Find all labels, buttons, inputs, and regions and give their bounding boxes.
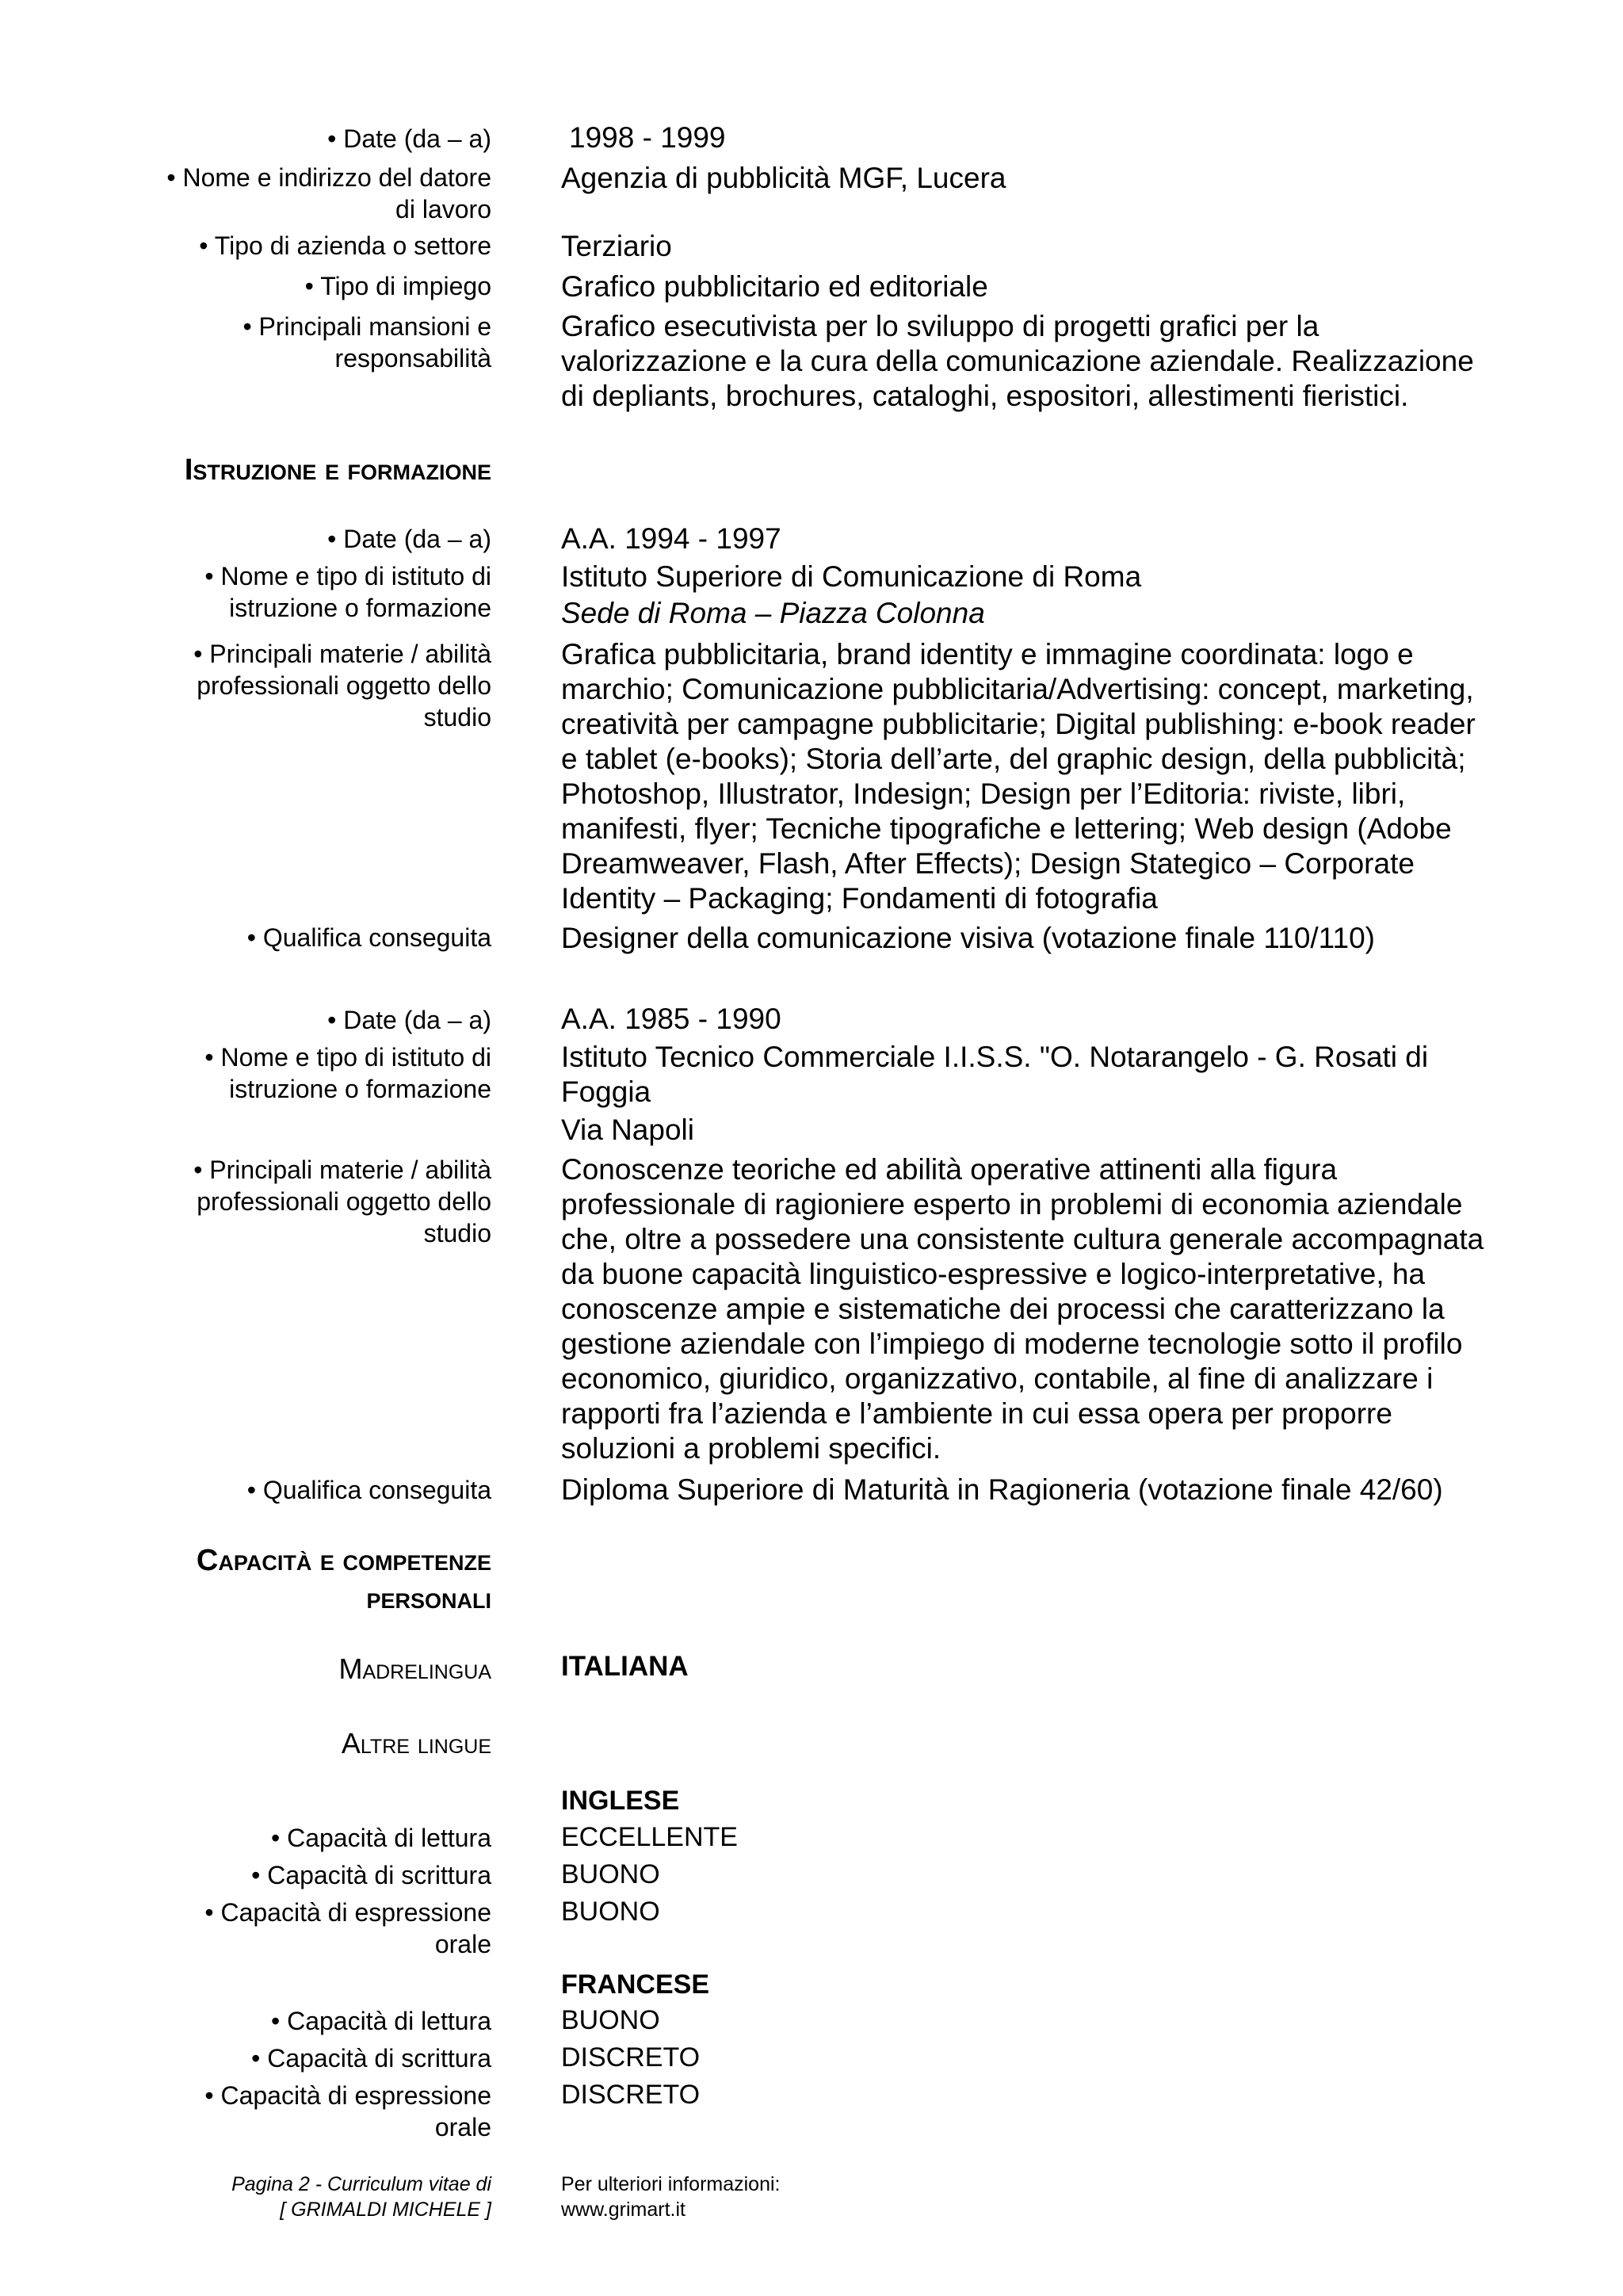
mother-tongue-label: Madrelingua <box>338 1652 491 1685</box>
lang2-writing-value: DISCRETO <box>561 2042 701 2073</box>
work-employer-label: • Nome e indirizzo del datore di lavoro <box>166 163 491 223</box>
lang2-speaking-label: • Capacità di espressione orale <box>204 2081 491 2141</box>
work-duties-label: • Principali mansioni e responsabilità <box>242 312 491 372</box>
edu2-qualification-value: Diploma Superiore di Maturità in Ragioneria (votazione finale 42/60) <box>561 1473 1443 1506</box>
edu2-institute-location: Via Napoli <box>561 1114 694 1146</box>
work-job-value: Grafico pubblicitario ed editoriale <box>561 270 988 303</box>
work-date-label: • Date (da – a) <box>327 124 491 153</box>
work-employer-value: Agenzia di pubblicità MGF, Lucera <box>561 162 1006 194</box>
edu2-date-value: A.A. 1985 - 1990 <box>561 1003 781 1035</box>
lang2-reading-value: BUONO <box>561 2005 660 2035</box>
lang2-name: FRANCESE <box>561 1969 710 2000</box>
lang1-writing-value: BUONO <box>561 1859 660 1889</box>
lang2-speaking-value: DISCRETO <box>561 2080 701 2110</box>
work-duties-value: Grafico esecutivista per lo sviluppo di progetti grafici per la valorizzazione e la cura della comunicazione aziendale. Realizzazione di depliants, brochures, cataloghi, espositori, allestimenti fieristici. <box>561 310 1474 412</box>
edu1-subjects-label: • Principali materie / abilità professionali oggetto dello studio <box>193 640 491 732</box>
lang1-speaking-label: • Capacità di espressione orale <box>204 1898 491 1958</box>
edu1-qualification-label: • Qualifica conseguita <box>246 923 491 952</box>
work-sector-value: Terziario <box>561 230 672 262</box>
edu2-subjects-label: • Principali materie / abilità professionali oggetto dello studio <box>193 1156 491 1247</box>
lang2-reading-label: • Capacità di lettura <box>270 2007 491 2035</box>
lang1-writing-label: • Capacità di scrittura <box>251 1861 491 1889</box>
footer-contact-info: Per ulteriori informazioni: www.grimart.it <box>561 2173 781 2221</box>
other-languages-label: Altre lingue <box>341 1727 491 1759</box>
edu2-institute-label: • Nome e tipo di istituto di istruzione o formazione <box>204 1043 491 1103</box>
lang1-reading-value: ECCELLENTE <box>561 1822 738 1852</box>
work-job-label: • Tipo di impiego <box>304 272 491 300</box>
edu1-institute-value: Istituto Superiore di Comunicazione di Roma <box>561 560 1142 593</box>
edu1-date-value: A.A. 1994 - 1997 <box>561 522 781 555</box>
footer-page-info: Pagina 2 - Curriculum vitae di [ GRIMALDI MICHELE ] <box>231 2173 491 2221</box>
edu1-institute-location: Sede di Roma – Piazza Colonna <box>561 597 985 629</box>
edu1-institute-label: • Nome e tipo di istituto di istruzione o formazione <box>204 562 491 622</box>
mother-tongue-value: ITALIANA <box>561 1651 689 1682</box>
edu2-date-label: • Date (da – a) <box>327 1006 491 1034</box>
skills-section-title: Capacità e competenze personali <box>196 1544 491 1615</box>
lang1-speaking-value: BUONO <box>561 1897 660 1927</box>
work-sector-label: • Tipo di azienda o settore <box>199 231 491 260</box>
lang2-writing-label: • Capacità di scrittura <box>251 2044 491 2073</box>
work-date-value: 1998 - 1999 <box>569 121 726 154</box>
edu2-institute-value: Istituto Tecnico Commerciale I.I.S.S. "O. Notarangelo - G. Rosati di Foggia <box>561 1041 1429 1108</box>
edu1-subjects-value: Grafica pubblicitaria, brand identity e immagine coordinata: logo e marchio; Comunicazione pubblicitaria/Advertising: concept, marketing, creatività per campagne pubblicitarie; Digital publishing: e-book reader e tablet (e-books); Storia dell’arte, del graphic design, della pubblicità; Photoshop, Illustrator, Indesign; Design per l’Editoria: riviste, libri, manifesti, flyer; Tecniche tipografiche e lettering; Web design (Adobe Dreamweaver, Flash, After Effects); Design Stategico – Corporate Identity – Packaging; Fondamenti di fotografia <box>561 638 1476 915</box>
lang1-name: INGLESE <box>561 1786 680 1816</box>
edu2-subjects-value: Conoscenze teoriche ed abilità operative attinenti alla figura professionale di ragioniere esperto in problemi di economia aziendale che, oltre a possedere una consistente cultura generale accompagnata da buone capacità linguistico-espressive e logico-interpretative, ha conoscenze ampie e sistematiche dei processi che caratterizzano la gestione aziendale con l’impiego di moderne tecnologie sotto il profilo economico, giuridico, organizzativo, contabile, al fine di analizzare i rapporti fra l’azienda e l’ambiente in cui essa opera per proporre soluzioni a problemi specifici. <box>561 1153 1484 1465</box>
edu1-date-label: • Date (da – a) <box>327 525 491 553</box>
edu1-qualification-value: Designer della comunicazione visiva (votazione finale 110/110) <box>561 922 1375 954</box>
edu2-qualification-label: • Qualifica conseguita <box>246 1476 491 1504</box>
education-section-title: Istruzione e formazione <box>184 453 491 487</box>
lang1-reading-label: • Capacità di lettura <box>270 1824 491 1852</box>
